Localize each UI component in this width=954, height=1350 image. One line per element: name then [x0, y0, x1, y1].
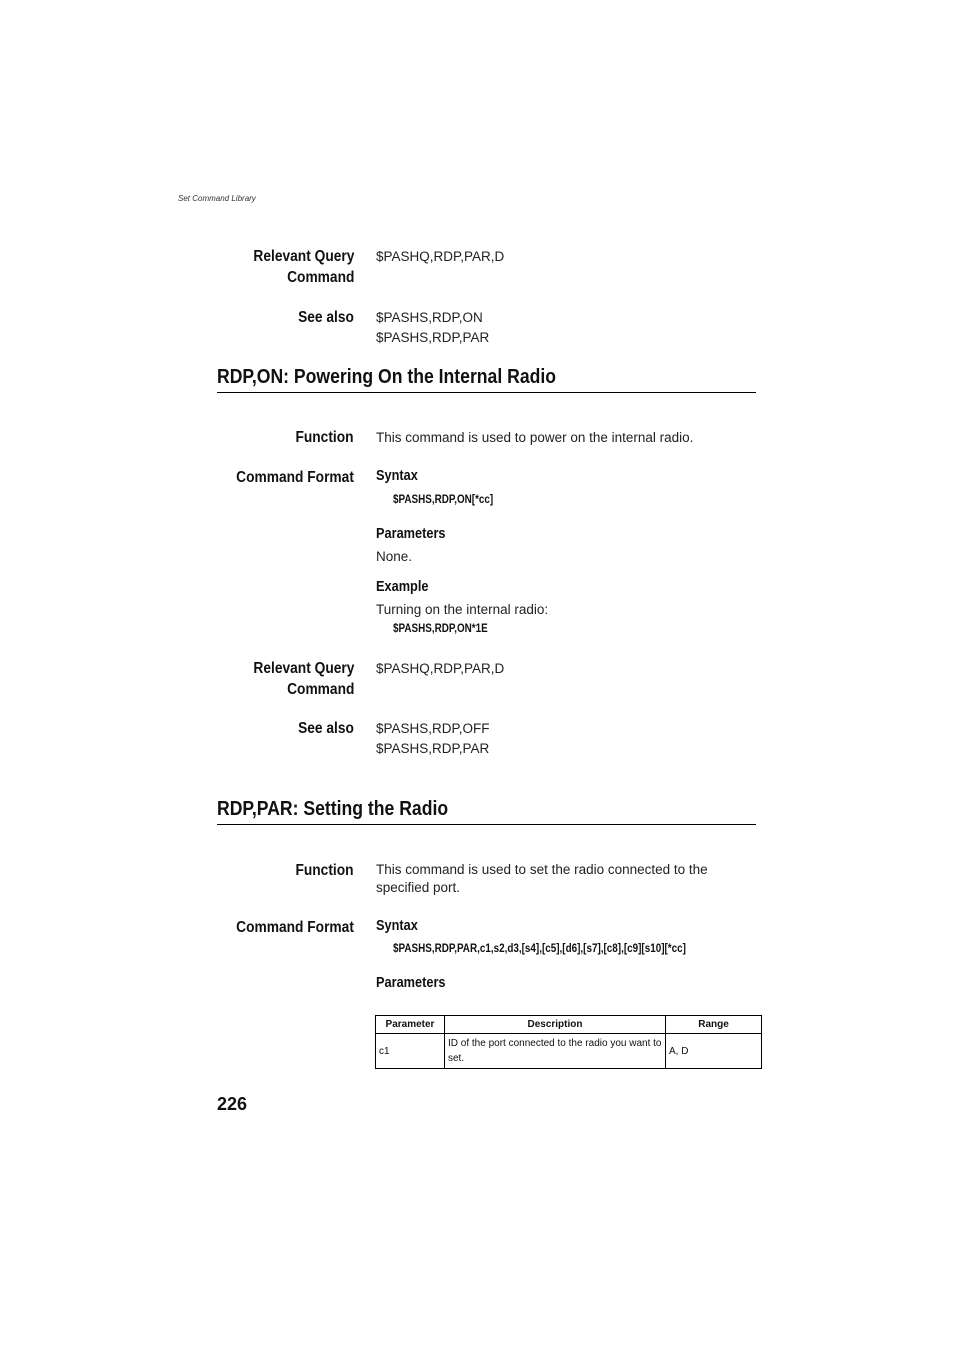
relevant-query-value: $PASHQ,RDP,PAR,D [376, 249, 505, 264]
syntax-heading: Syntax [376, 918, 418, 934]
table-header-row [376, 1016, 762, 1034]
function-label: Function [295, 429, 354, 446]
section-title-rdp-par: RDP,PAR: Setting the Radio [217, 798, 756, 825]
parameters-table [375, 1015, 762, 1069]
example-code: $PASHS,RDP,ON*1E [393, 623, 488, 635]
function-text: This command is used to set the radio connected to the specified port. [376, 862, 708, 895]
page-number: 226 [217, 1094, 248, 1114]
syntax-code: $PASHS,RDP,PAR,c1,s2,d3,[s4],[c5],[d6],[s7],[c8],[c9][s10][*cc] [393, 943, 686, 955]
column-header-description: Description [445, 1016, 666, 1034]
command-format-label: Command Format [236, 469, 354, 486]
parameters-text: None. [376, 549, 413, 564]
function-text: This command is used to power on the internal radio. [376, 430, 694, 445]
parameters-heading: Parameters [376, 526, 446, 542]
syntax-code: $PASHS,RDP,ON[*cc] [393, 494, 494, 506]
see-also-label: See also [298, 720, 354, 737]
command-format-label: Command Format [236, 919, 354, 936]
see-also-list: $PASHS,RDP,OFF $PASHS,RDP,PAR [376, 721, 490, 756]
relevant-query-value: $PASHQ,RDP,PAR,D [376, 661, 505, 676]
relevant-query-label: Relevant Query Command [253, 248, 354, 286]
see-also-label: See also [298, 309, 354, 326]
parameters-heading: Parameters [376, 975, 446, 991]
cell-range: A, D [666, 1034, 762, 1069]
running-head: Set Command Library [178, 194, 256, 203]
example-text: Turning on the internal radio: [376, 602, 549, 617]
column-header-parameter: Parameter [376, 1016, 445, 1034]
syntax-heading: Syntax [376, 468, 418, 484]
cell-description: ID of the port connected to the radio you want to set. [445, 1034, 666, 1069]
section-title-rdp-on: RDP,ON: Powering On the Internal Radio [217, 366, 756, 393]
column-header-range: Range [666, 1016, 762, 1034]
cell-parameter: c1 [376, 1034, 445, 1069]
see-also-list: $PASHS,RDP,ON $PASHS,RDP,PAR [376, 310, 490, 345]
table-row [376, 1034, 762, 1069]
relevant-query-label: Relevant Query Command [253, 660, 354, 698]
example-heading: Example [376, 579, 429, 595]
function-label: Function [295, 862, 354, 879]
